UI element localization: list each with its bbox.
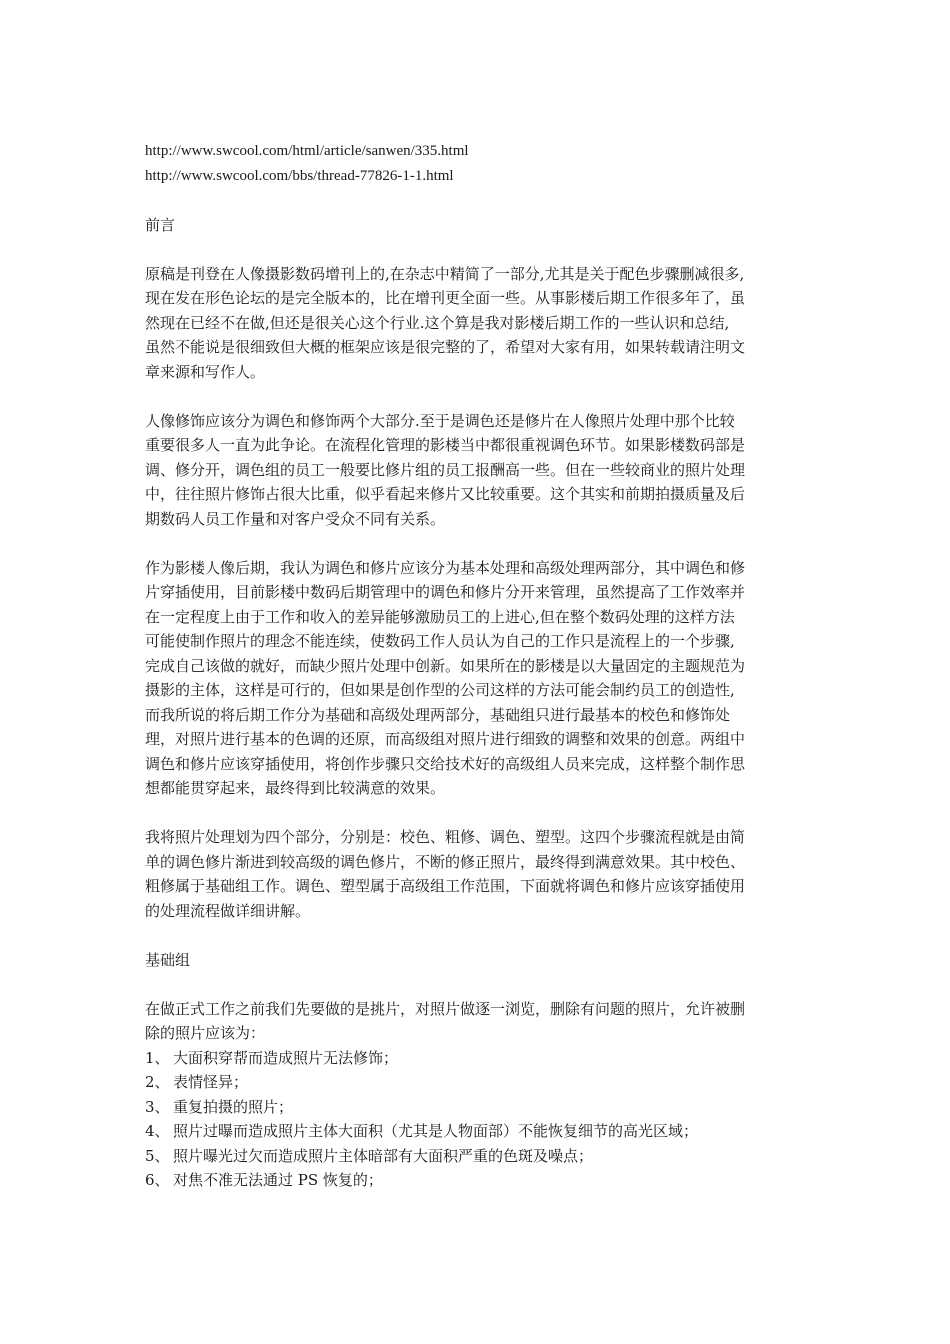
paragraph-5: 在做正式工作之前我们先要做的是挑片，对照片做逐一浏览，删除有问题的照片，允许被删 除的照片应该为： xyxy=(145,999,746,1042)
heading-preface: 前言 xyxy=(145,215,176,234)
list-item xyxy=(145,1095,811,1120)
list-item-text: 表情怪异； xyxy=(173,1073,249,1091)
list-item-number: 1、 xyxy=(145,1048,170,1067)
paragraph-1: 原稿是刊登在人像摄影数码增刊上的,在杂志中精简了一部分,尤其是关于配色步骤删减很多, 现在发在形色论坛的是完全版本的，比在增刊更全面一些。从事影楼后期工作很多年了，虽 然现在已经不在做,但还是很关心这个行业.这个算是我对影楼后期工作的一些认识和总结, 虽然不能说是很细致但大概的框架应该是很完整的了，希望对大家有用，如果转载请注明文 章来源和写作人。 xyxy=(145,264,746,381)
list-item-text: 照片曝光过欠而造成照片主体暗部有大面积严重的色斑及噪点； xyxy=(173,1146,594,1165)
list-item-text: 对焦不准无法通过 PS 恢复的； xyxy=(173,1171,383,1189)
forum-url: http://www.swcool.com/bbs/thread-77826-1-1.html xyxy=(145,167,454,184)
article-url: http://www.swcool.com/html/article/sanwen/335.html xyxy=(145,143,469,159)
list-item xyxy=(145,1144,811,1169)
list-item-number: 3、 xyxy=(145,1097,170,1116)
list-item-text: 大面积穿帮而造成照片无法修饰； xyxy=(173,1048,399,1067)
list-item-text: 照片过曝而造成照片主体大面积（尤其是人物面部）不能恢复细节的高光区域； xyxy=(173,1122,699,1140)
list-item xyxy=(145,1168,811,1193)
list-item-number: 6、 xyxy=(145,1171,170,1189)
paragraph-4: 我将照片处理划为四个部分，分别是：校色、粗修、调色、塑型。这四个步骤流程就是由简 单的调色修片渐进到较高级的调色修片，不断的修正照片，最终得到满意效果。其中校色、 粗修属于基础组工作。调色、塑型属于高级组工作范围，下面就将调色和修片应该穿插使用 的处理流程做详细讲解。 xyxy=(145,828,746,920)
paragraph-3: 作为影楼人像后期，我认为调色和修片应该分为基本处理和高级处理两部分，其中调色和修 片穿插使用，目前影楼中数码后期管理中的调色和修片分开来管理，虽然提高了工作效率并 在一定程度上由于工作和收入的差异能够激励员工的上进心,但在整个数码处理的这样方法 可能使制作照片的理念不能连续，使数码工作人员认为自己的工作只是流程上的一个步骤, 完成自己该做的就好，而缺少照片处理中创新。如果所在的影楼是以大量固定的主题规范为 摄影的主体，这样是可行的，但如果是创作型的公司这样的方法可能会制约员工的创造性, 而我所说的将后期工作分为基础和高级处理两部分，基础组只进行最基本的校色和修饰处 理，对照片进行基本的色调的还原，而高级组对照片进行细致的调整和效果的创意。两组中 调色和修片应该穿插使用，将创作步骤只交给技术好的高级组人员来完成，这样整个制作思 想都能贯穿起来，最终得到比较满意的效果。 xyxy=(145,558,746,797)
list-item-text: 重复拍摄的照片； xyxy=(173,1097,294,1116)
list-item-number: 4、 xyxy=(145,1122,170,1140)
list-item xyxy=(145,1046,811,1071)
paragraph-2: 人像修饰应该分为调色和修饰两个大部分.至于是调色还是修片在人像照片处理中那个比较 重要很多人一直为此争论。在流程化管理的影楼当中都很重视调色环节。如果影楼数码部是 调、修分开，调色组的员工一般要比修片组的员工报酬高一些。但在一些较商业的照片处理 中，往往照片修饰占很大比重，似乎看起来修片又比较重要。这个其实和前期拍摄质量及后 期数码人员工作量和对客户受众不同有关系。 xyxy=(145,411,746,528)
deletion-criteria-list xyxy=(145,1046,811,1193)
document-page xyxy=(145,139,811,1193)
list-item-number: 5、 xyxy=(145,1146,170,1165)
list-item xyxy=(145,1070,811,1095)
list-item-number: 2、 xyxy=(145,1073,170,1091)
list-item xyxy=(145,1119,811,1144)
heading-basic-group: 基础组 xyxy=(145,950,191,969)
